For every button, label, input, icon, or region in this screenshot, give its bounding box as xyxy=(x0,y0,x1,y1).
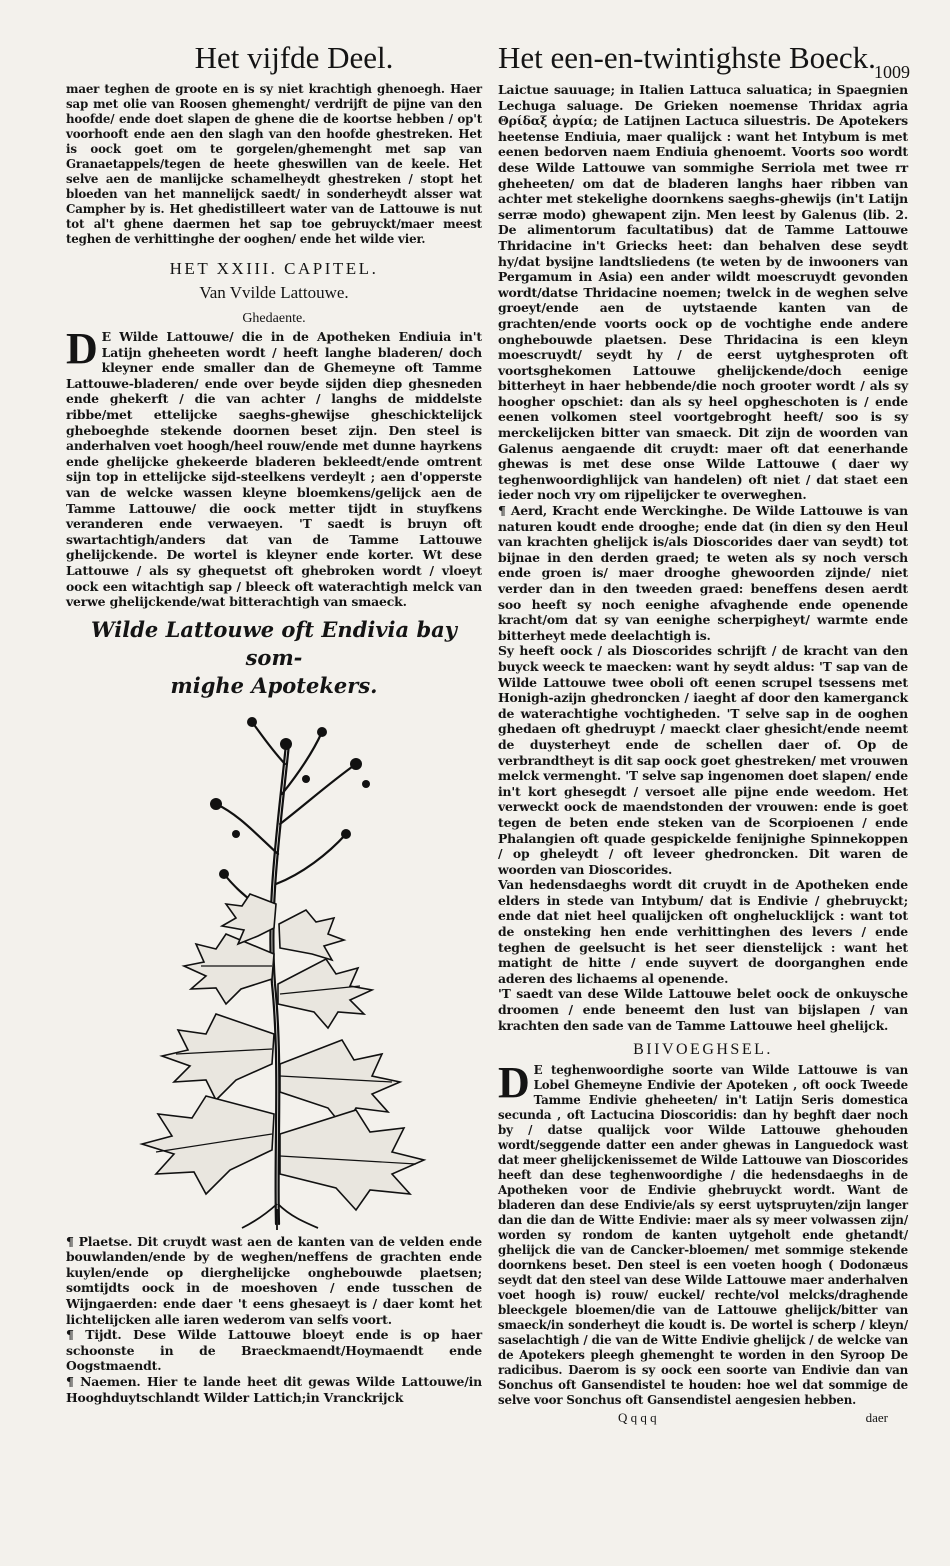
bijvoeghsel-paragraph xyxy=(498,1058,908,1408)
right-column xyxy=(498,40,908,1426)
names-paragraph: Laictue sauuage; in Italien Lattuca saluatica; in Spaegnien Lechuga saluage. De Grieken noemense Thridax agria Θρίδαξ ἀγρία; de Latijnen Lactuca siluestris. De Apotekers heetense Endiuia, maer qualijck : want het Intybum is met eenen bedorven naem Endiuia ghenoemt. Voorts soo wordt dese Wilde Lattouwe van sommighe Serriola met twee rr gheheeten/ om dat de bladeren langhs haer ribben van achter met stekelighe doornkens saeghs-ghewijs (in't Latijn serræ modo) ghewapent zijn. Men leest by Galenus (lib. 2. De alimentorum facultatibus) dat de Tamme Lattouwe Thridacine in't Griecks heet: dan behalven dese seydt hy/dat bysijne landtsliedens (te weten by de inwooners van Pergamum in Asia) een ander wildt moescruydt gevonden wordt/datse Thridacine noemen; twelck in de weghen selve groeyt/ende aen de uytstaende kanten van de grachten/ende voorts oock op de vochtighe ende andere onghebouwde plaetsen. Dese Thridacina is een kleyn moescruydt/ seydt hy / de eerst uytghesproten oft voortsghekomen Lattouwe ghelijckende/doch eenige bitterheyt in haer hebbende/die noch grooter wordt / als sy hoogher opschiet: dan als sy heel opgheschoten is / ende eenen volkomen steel voortgebroght heeft/ soo is sy merckelijcken bitter van smaeck. Dit zijn de woorden van Galenus aengaende dit cruydt: maer oft dat eenerhande ghewas is met dese onse Wilde Lattouwe ( daer wy teghenwoordighlijck van handelen) oft niet / dat staet een ieder noch vry om rijpelijcker te overweghen. xyxy=(498,82,908,503)
page-footer xyxy=(498,1410,908,1426)
figure-caption-line-2: mighe Apotekers. xyxy=(170,672,378,698)
naemen-paragraph: ¶ Naemen. Hier te lande heet dit gewas Wilde Lattouwe/in Hooghduytschlandt Wilder Lattich;in Vranckrijck xyxy=(66,1374,482,1405)
ghedaente-text: E Wilde Lattouwe/ die in de Apotheken Endiuia in't Latijn gheheeten wordt / heeft langhe bladeren/ doch kleyner ende smaller dan de Ghemeyne oft Tamme Lattouwe-bladeren/ ende over beyde sijden diep ghesneden ende ghekerft / die van achter / langhs de middelste ribbe/met ettelijcke saeghs-ghewijse gheschicktelijck gheboeghde stekende doornen beset zijn. Den steel is anderhalven voet hoogh/heel rouw/ende met dunne hayrkens ende ghelijcke ghekeerde bladeren bekleedt/ende omtrent sijn top in ettelijcke sijd-steelkens verdeylt ; aen d'opperste van de welcke wassen kleyne bloemkens/gelijck aen de Tamme Lattouwe/ die oock metter tijdt in stuyfkens veranderen ende verwaeyen. 'T saedt is bruyn oft swartachtigh/anders dat van de Tamme Lattouwe ghelijckende. De wortel is kleyner ende korter. Wt dese Lattouwe / als sy ghequetst oft ghebroken wordt / vloeyt oock een witachtigh sap / bleeck oft waterachtigh melck van verwe ghelijckende/wat bitterachtigh van smaeck. xyxy=(66,329,482,610)
figure-caption xyxy=(66,616,482,700)
saedt-paragraph: 'T saedt van dese Wilde Lattouwe belet oock de onkuysche droomen / ende beneemt den lust van bijslapen / van krachten den sade van de Tamme Lattouwe heel ghelijck. xyxy=(498,986,908,1033)
drop-cap: D xyxy=(498,1058,530,1108)
running-head-right: Het een-en-twintighste Boeck. xyxy=(498,40,876,75)
running-head-left: Het vijfde Deel. xyxy=(194,40,394,75)
dioscorides-paragraph: Sy heeft oock / als Dioscorides schrijft / de kracht van den buyck weeck te maecken: want hy seydt aldus: 'T sap van de Wilde Lattouwe twee oboli oft eenen scrupel tsessens met Honigh-azijn ghedroncken / iaeght af door den kamerganck de waterachtighe vochtigheden. 'T selve sap in de ooghen ghedaen oft ghedruypt / maeckt claer ghesicht/ende neemt de duysterheyt ende de schellen daer of. Op de verbrandtheyt is dit sap oock goet ghestreken/ met vrouwen melck vermenght. 'T selve sap ingenomen doet slapen/ ende in't kort ghesegdt / versoet alle pijne ende weedom. Het verweckt oock de maendstonden der vrouwen: ende is goet tegen de beten ende steken van de Scorpioenen / ende Phalangien oft quade gespickelde fenijnighe Spinnekoppen / op gheleydt / oft leveer ghedroncken. Dit waren de woorden van Dioscorides. xyxy=(498,643,908,877)
figure-caption-line-1: Wilde Lattouwe oft Endivia bay som- xyxy=(91,616,457,670)
hedensdaeghs-paragraph: Van hedensdaeghs wordt dit cruydt in de Apotheken ende elders in stede van Intybum/ dat is Endivie / ghebruyckt; ende dat niet heel qualijcken oft onghelucklijck : want tot de onsteking hen ende verhittinghen des levers / ende teghen de geelsucht is het seer dienstelijck : want het matight de hitte / ende suyvert de doorganghen ende aderen des lichaems al openende. xyxy=(498,877,908,986)
chapter-heading: HET XXIII. CAPITEL. xyxy=(169,259,379,278)
drop-cap: D xyxy=(66,324,98,373)
wild-lettuce-woodcut xyxy=(66,704,482,1232)
aerd-paragraph: ¶ Aerd, Kracht ende Werckinghe. De Wilde Lattouwe is van naturen koudt ende drooghe; ende dat (in dien sy den Heul van krachten ghelijck is/als Dioscorides daer van seydt) tot bijnae in den derden graed; te weten als sy noch versch ende groen is/ maer drooghe ghewoorden zijnde/ niet verder dan in den tweeden graed: beneffens desen aerdt soo heeft sy noch eenighe afvaghende ende openende kracht/om dat sy van eenighe scherpigheyt/ warmte ende bitterheyt mede deelachtigh is. xyxy=(498,503,908,643)
page-number: 1009 xyxy=(874,62,910,82)
signature-mark: Q q q q xyxy=(618,1410,657,1426)
plaetse-paragraph: ¶ Plaetse. Dit cruydt wast aen de kanten van de velden ende bouwlanden/ende by de weghen/neffens de grachten ende kuylen/ende op dierghelijcke onghebouwde plaetsen; somtijdts oock in de moeshoven / ende tusschen de Wijngaerden: ende daer 't eens ghesaeyt is / daer komt het lichtelijcken alle iaren wederom van selfs voort. xyxy=(66,1233,482,1327)
section-heading-ghedaente: Ghedaente. xyxy=(242,311,306,326)
bijvoeghsel-heading: BIIVOEGHSEL. xyxy=(633,1041,773,1059)
chapter-subtitle: Van Vvilde Lattouwe. xyxy=(199,283,349,302)
bijvoeghsel-text: E teghenwoordighe soorte van Wilde Lattouwe is van Lobel Ghemeyne Endivie der Apoteken , oft oock Tweede Tamme Endivie gheheeten/ in't Latijn Seris domestica secunda , oft Lactucina Dioscoridis: dan hy beghft daer noch by / datse qualijck voor Wilde Lattouwe ghehouden wordt/seggende datter een ander ghewas in Languedock wast dat meer ghelijckenissemet de Wilde Lattouwe van Dioscorides heeft dan dese teghenwoordighe / die hedensdaeghs in de Apotheken voor de Endivie ghebruyckt wordt. Want de bladeren dan dese Endivie/als sy eerst uytspruyten/zijn langer dan die dan de Witte Endivie: maer als sy meer volwassen zijn/ worden sy rondom de kanten uytgeholt ende ghetandt/ ghelijck die van de Cancker-bloemen/ met sommige stekende doornkens beset. Den steel is een voeten hoogh ( Dodonæus seydt dat den steel van dese Wilde Lattouwe maer anderhalven voet hoogh is) rouw/ euckel/ rechte/vol melcks/draghende bleeckgele bloemen/die van de Lattouwe ghelijck/bitter van smaeck/in sonderheyt die koudt is. De wortel is scherp / kleyn/ saselachtigh / die van de Witte Endivie ghelijck / de welcke van de Apotekers pleegh ghemenght te worden in den Syroop De radicibus. Daerom is sy oock een soorte van Endivie dan van Sonchus oft Gansendistel te houden: hoe wel dat sommige de selve voor Sonchus oft Gansendistel aengesien hebben. xyxy=(498,1063,908,1408)
catchword: daer xyxy=(865,1410,888,1426)
left-column xyxy=(66,40,482,1405)
intro-paragraph: maer teghen de groote en is sy niet krachtigh ghenoegh. Haer sap met olie van Roosen ghemenght/ verdrijft de pijne van den hoofde/ ende doet slapen de ghene die de koortse hebben / op't voorhooft ende aen den slagh van den hoofde ghestreken. Het is oock goet om te gorgelen/ghemenght met sap van Granaetappels/tegen de heete gheswillen van de keele. Het selve aen de manlijcke schamelheydt ghestreken / stopt het bloeden van het mannelijck saedt/ in sonderheydt alsser wat Campher by is. Het ghedistilleert water van de Lattouwe is nut tot al't ghene daermen het sap toe gebruyckt/maer meest teghen de verhittinghe der ooghen/ ende het wilde vier. xyxy=(66,82,482,246)
ghedaente-paragraph xyxy=(66,324,482,610)
tijdt-paragraph: ¶ Tijdt. Dese Wilde Lattouwe bloeyt ende is op haer schoonste in de Braeckmaendt/Hoymaendt ende Oogstmaendt. xyxy=(66,1327,482,1374)
